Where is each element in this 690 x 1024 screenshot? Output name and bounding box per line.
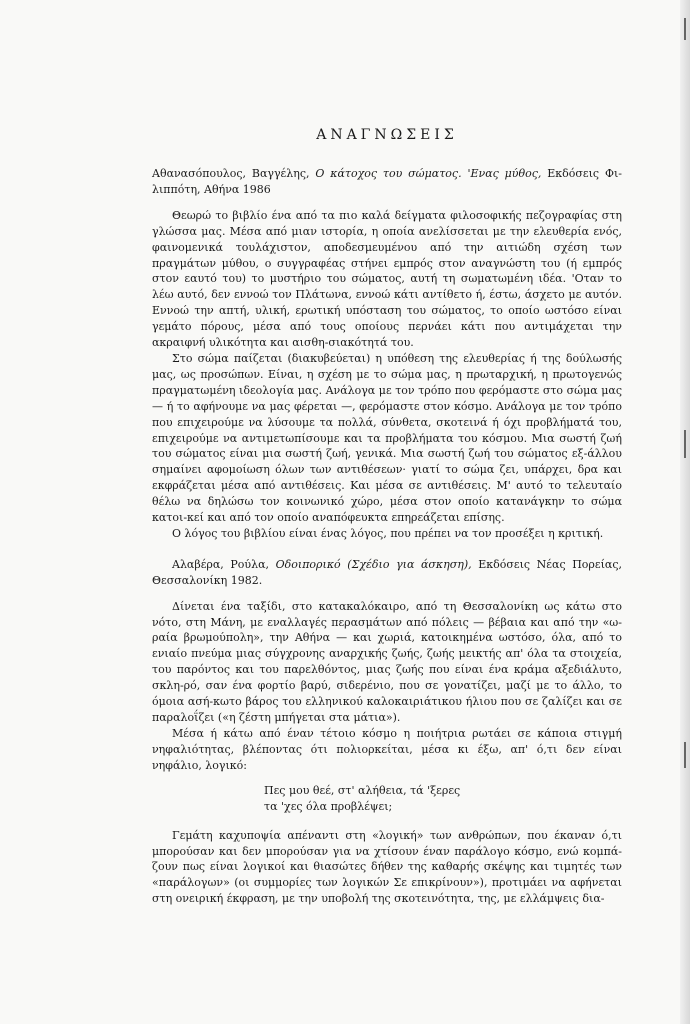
entry-title: Ο κάτοχος του σώματος. 'Ενας μύθος, xyxy=(315,167,542,180)
page-content xyxy=(152,128,622,907)
entry-header xyxy=(152,557,622,589)
review-entry-1 xyxy=(152,166,622,542)
review-paragraph: Θεωρώ το βιβλίο ένα από τα πιο καλά δείγματα φιλοσοφικής πεζογραφίας στη γλώσσα μας. Μέσα από μιαν ιστορία, η οποία ανελίσσεται με την ελευθερία ενός, φαινομενικά τουλάχιστον, αποδεσμευμένου από την αιτιώδη σχέση των πραγμάτων μύθου, ο συγγραφέας στήνει εμπρός στον αναγνώστη του (ή εμπρός στον εαυτό του) το μυστήριο του σώματος, αυτή τη σωματωμένη ιδέα. 'Οταν το λέω αυτό, δεν εννοώ τον Πλάτωνα, εννοώ κάτι αντίθετο ή, έστω, άσχετο με αυτόν. Εννοώ την απτή, υλική, ερωτική υπόσταση του σώματος, το οποίο ωστόσο είναι γεμάτο πόρους, μέσα από τους οποίους περνάει κάτι που αντιμάχεται την ακραιφνή υλικότητα και αισθη-σιακότητά του. xyxy=(152,208,622,350)
edge-mark xyxy=(684,430,686,458)
entry-header xyxy=(152,166,622,198)
entry-publisher: Εκδόσεις Νέας Πορείας, Θεσσαλονίκη 1982. xyxy=(152,557,622,587)
poem-line: τα 'χες όλα προβλέψει; xyxy=(264,799,393,813)
review-paragraph: Ο λόγος του βιβλίου είναι ένας λόγος, που πρέπει να τον προσέξει η κριτική. xyxy=(172,526,604,540)
edge-mark xyxy=(684,18,686,40)
entry-author: Αθανασόπουλος, Βαγγέλης, xyxy=(152,167,310,180)
review-paragraph: Μέσα ή κάτω από έναν τέτοιο κόσμο η ποιήτρια ρωτάει σε κάποια στιγμή νηφαλιότητας, βλέποντας ότι πολιορκείται, μέσα κι έξω, απ' ό,τι δεν είναι νηφάλιο, λογικό: xyxy=(152,726,622,772)
review-entry-2 xyxy=(152,557,622,907)
page-edge xyxy=(680,0,690,1024)
section-heading: ΑΝΑΓΝΩΣΕΙΣ xyxy=(316,127,458,143)
entry-title: Οδοιπορικό (Σχέδιο για άσκηση), xyxy=(275,557,472,571)
review-paragraph: Γεμάτη καχυποψία απέναντι στη «λογική» των ανθρώπων, που έκαναν ό,τι μπορούσαν και δεν μπορούσαν για να χτίσουν έναν παράλογο κόσμο, ενώ κομπά-ζουν πως είναι λογικοί και θιασώτες δήθεν της καθαρής σκέψης και τιμητές των «παράλογων» (οι συμμορίες των λογικών Σε επικρίνουν»), προτιμάει να αφήνεται στη ονειρική έκφραση, με την υποβολή της σκοτεινότητα, της, με ελλάμψεις δια- xyxy=(152,828,622,906)
poem-line: Πες μου θεέ, στ' αλήθεια, τά 'ξερες xyxy=(264,783,461,797)
edge-mark xyxy=(684,742,686,768)
poem-quote xyxy=(264,783,622,815)
entry-publisher: Εκδόσεις Φι-λιππότη, Αθήνα 1986 xyxy=(152,167,623,196)
review-paragraph: Στο σώμα παίζεται (διακυβεύεται) η υπόθεση της ελευθερίας ή της δούλωσής μας, ως προσώπων. Είναι, η σχέση με το σώμα μας, η πρωταρχική, η πρωτογενώς πραγματωμένη ιδεολογία μας. Ανάλογα με τον τρόπο που φερόμαστε στο σώμα μας — ή το αφήνουμε να μας φέρεται —, φερόμαστε στον κόσμο. Ανάλογα με τον τρόπο που επιχειρούμε να λύσουμε τα πολλά, σύνθετα, σκοτεινά ή όχι προβλήματά του, επιχειρούμε να αντιμετωπίσουμε και τα προβλήματα του κόσμου. Μια σωστή ζωή του σώματος είναι μια σωστή ζωή, γενικά. Μια σωστή ζωή του σώματος εξ-άλλου σημαίνει αφομοίωση όλων των αντιθέσεων· γιατί το σώμα ζει, υπάρχει, δρα και εκφράζεται μέσα από αντιθέσεις. Και μέσα σε αντιθέσεις. Μ' αυτό το τελευταίο θέλω να δηλώσω τον κοινωνικό χώρο, μέσα στον οποίο κατανάγκην το σώμα κατοι-κεί και από τον οποίο αναπόφευκτα επηρεάζεται επίσης. xyxy=(152,351,622,525)
entry-author: Αλαβέρα, Ρούλα, xyxy=(172,557,270,571)
review-paragraph: Δίνεται ένα ταξίδι, στο κατακαλόκαιρο, από τη Θεσσαλονίκη ως κάτω στο νότο, στη Μάνη, με εναλλαγές περασμάτων από πόλεις — βέβαια και από την «ω-ραία βρωμούπολη», την Αθήνα — και χωριά, κατοικημένα ωστόσο, όλα, από το ενιαίο πνεύμα μιας σύγχρονης αναρχικής ζωής, ζωής μεικτής απ' όλα τα στοιχεία, του παρόντος και του παρελθόντος, μιας ζωής που είναι ένα κράμα αξεδιάλυτο, σκλη-ρό, σαν ένα φορτίο βαρύ, σιδερένιο, που σε γονατίζει, μαζί με το άλλο, το όμοια ασή-κωτο βάρος του ελληνικού καλοκαιριάτικου ήλιου που σε ζαλίζει και σε παραλοΐζει («η ζέστη μπήγεται στα μάτια»). xyxy=(152,599,622,724)
